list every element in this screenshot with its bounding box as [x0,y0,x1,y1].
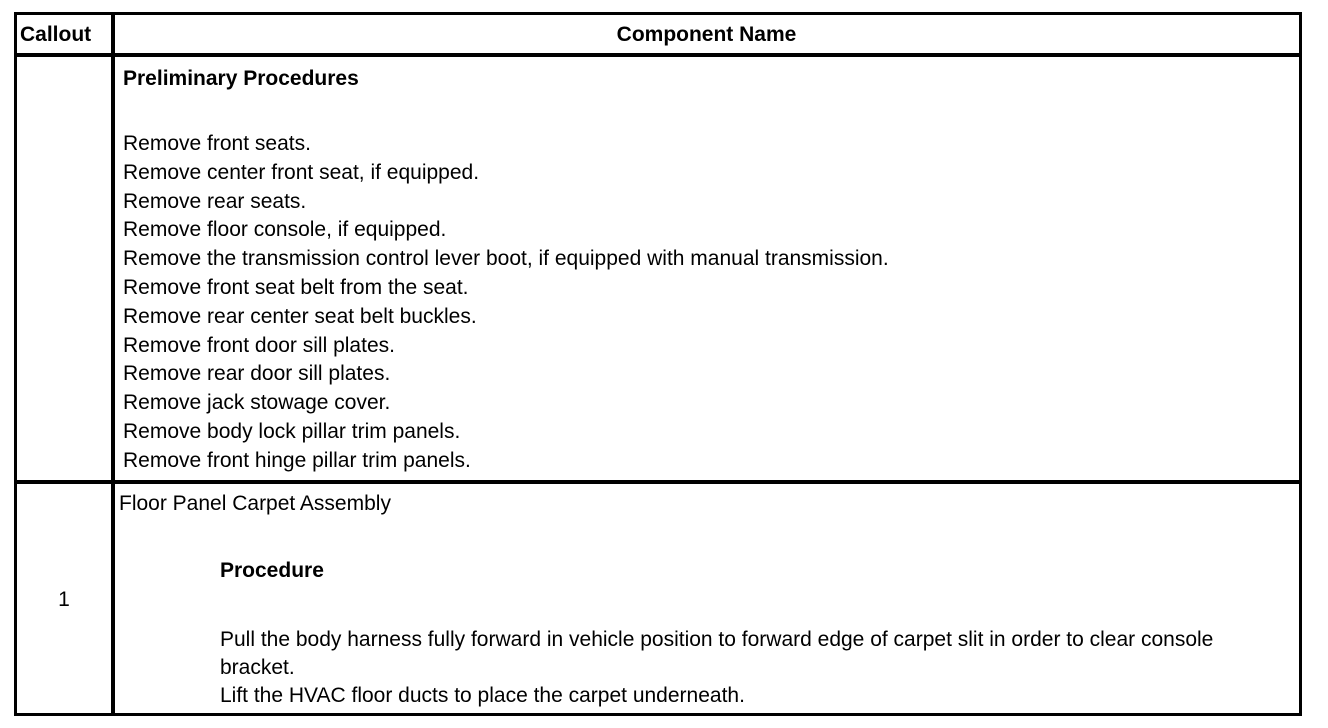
preliminary-procedures-title: Preliminary Procedures [123,67,359,90]
preliminary-step: Remove rear center seat belt buckles. [123,304,477,328]
preliminary-step: Remove floor console, if equipped. [123,218,447,242]
preliminary-step: Remove front hinge pillar trim panels. [123,448,471,472]
header-divider [17,53,1299,57]
row-divider [17,480,1299,484]
procedure-step: Lift the HVAC floor ducts to place the carpet underneath. [220,684,745,707]
preliminary-steps-list [123,130,889,476]
column-divider [111,15,115,713]
preliminary-step: Remove front seat belt from the seat. [123,275,469,299]
callout-column-header: Callout [20,23,92,46]
preliminary-step: Remove rear door sill plates. [123,362,391,386]
preliminary-step: Remove body lock pillar trim panels. [123,419,461,443]
callout-number: 1 [58,588,70,611]
procedure-step: Pull the body harness fully forward in vehicle position to forward edge of carpet slit in order to clear console bracket. [220,628,1214,679]
preliminary-step: Remove front door sill plates. [123,333,395,357]
component-name-column-header: Component Name [616,23,797,46]
preliminary-step: Remove center front seat, if equipped. [123,160,480,184]
component-name: Floor Panel Carpet Assembly [119,492,391,515]
preliminary-step: Remove jack stowage cover. [123,391,391,415]
preliminary-step: Remove the transmission control lever boot, if equipped with manual transmission. [123,247,889,271]
preliminary-step: Remove front seats. [123,132,311,155]
component-table [14,12,1302,716]
procedure-steps-list [220,626,1280,710]
preliminary-step: Remove rear seats. [123,189,307,213]
procedure-title: Procedure [220,559,324,582]
